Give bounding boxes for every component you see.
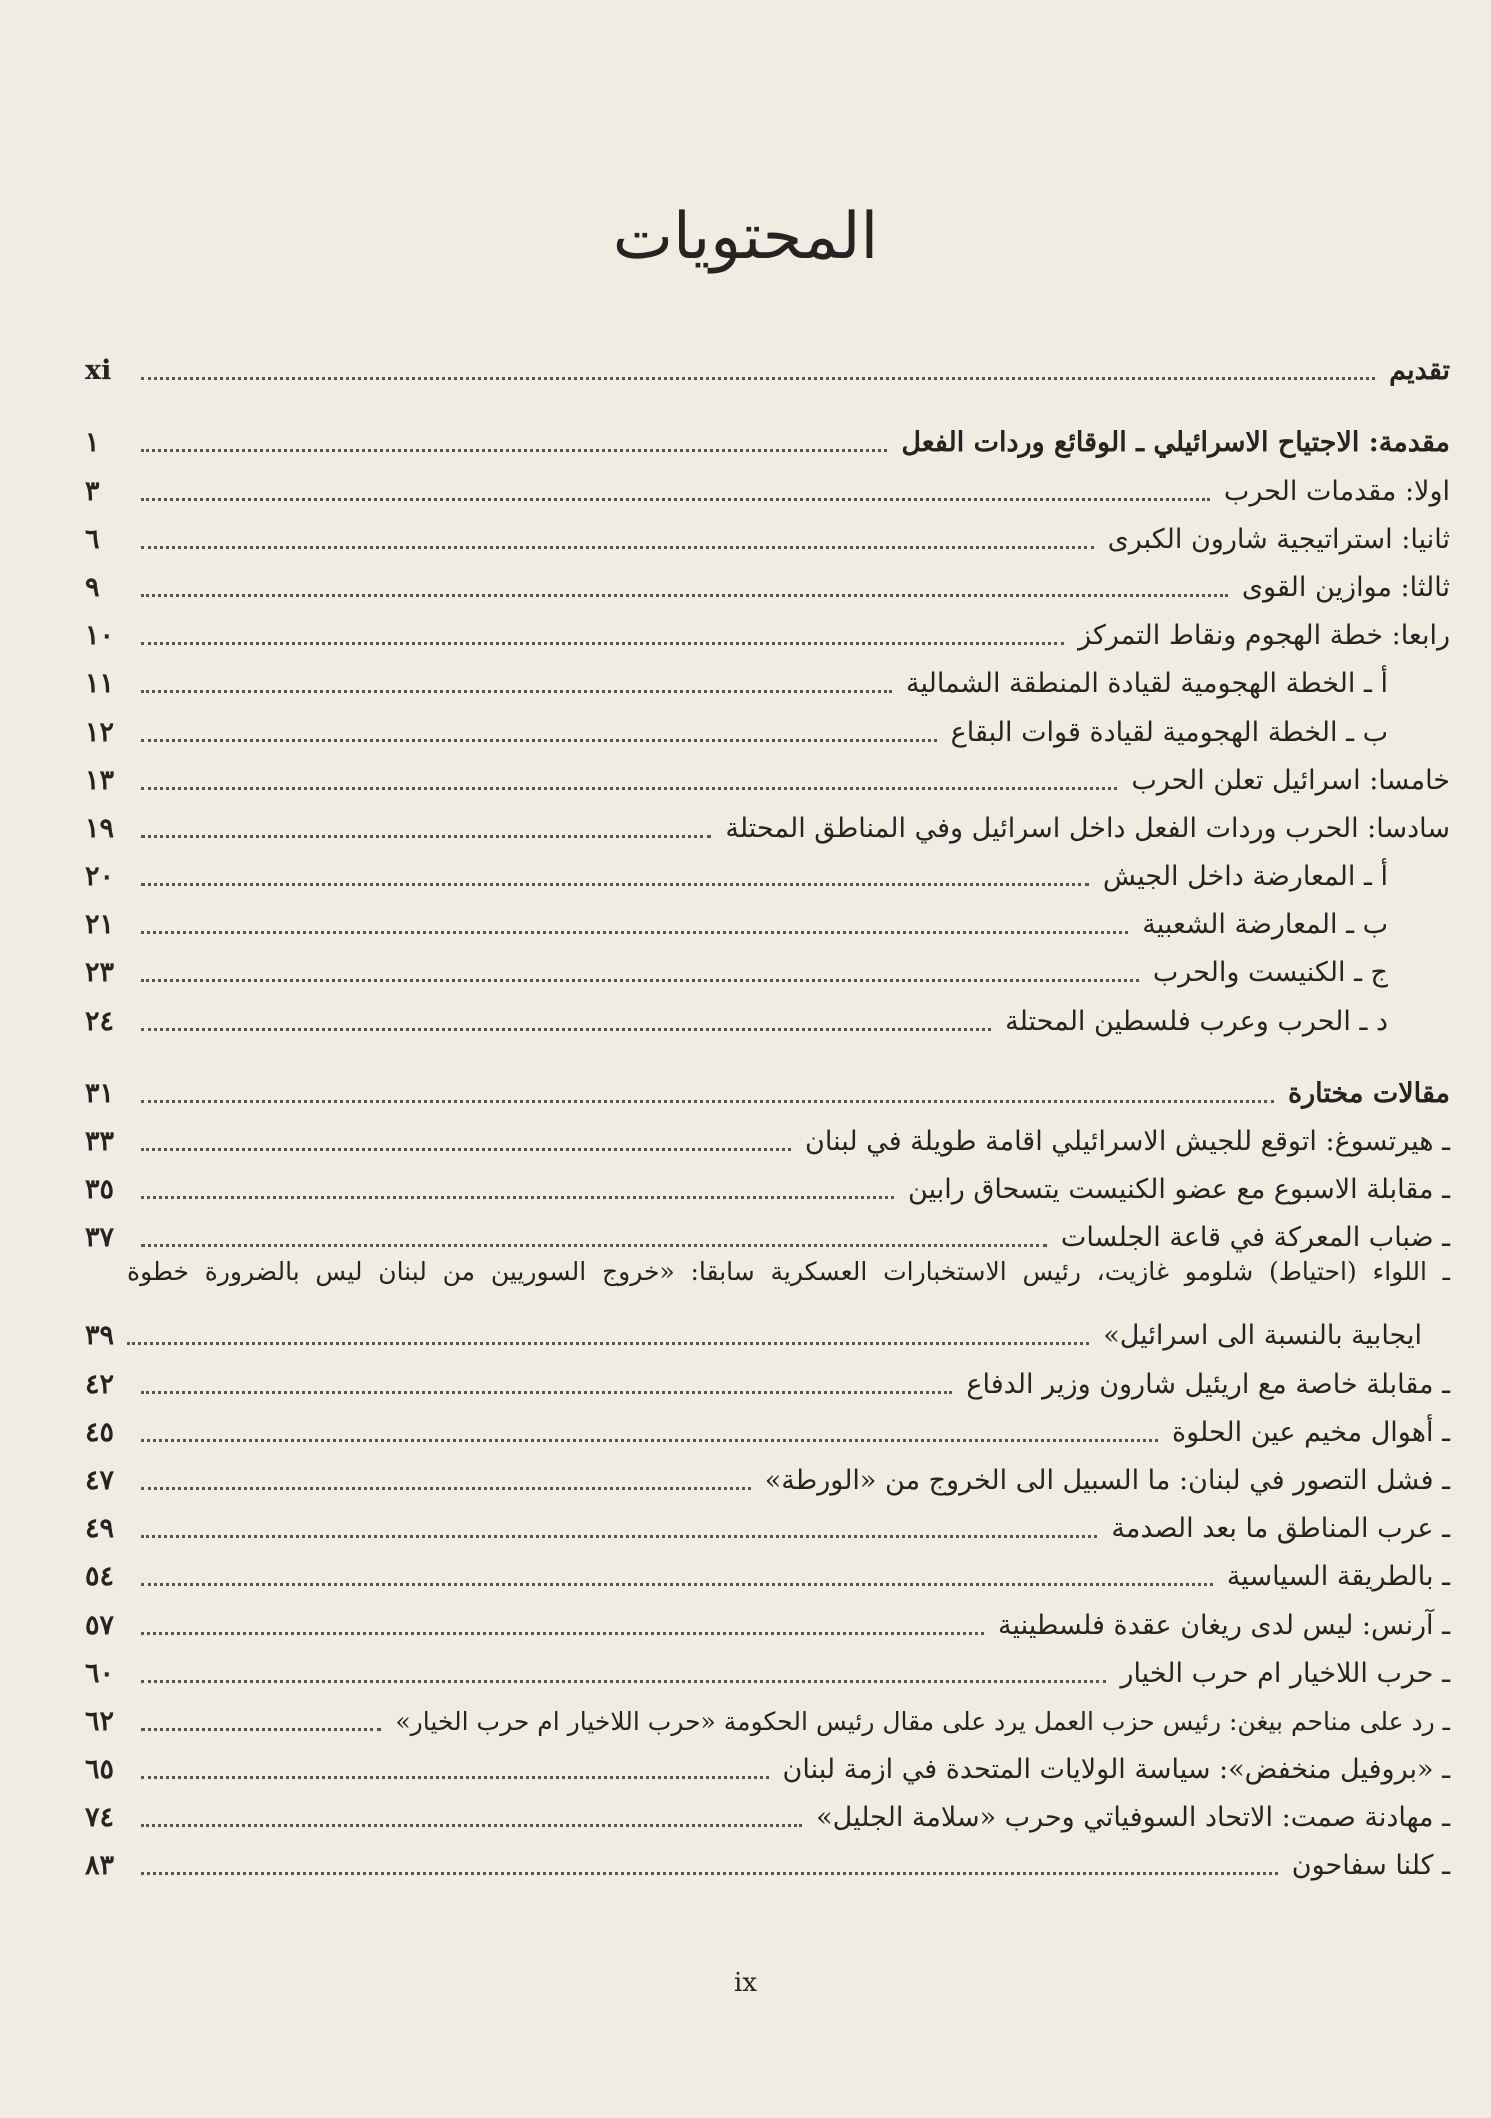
entry-title: ـ مهادنة صمت: الاتحاد السوفياتي وحرب «سلامة الجليل» [816,1802,1450,1834]
entry-title: ـ آرنس: ليس لدى ريغان عقدة فلسطينية [997,1609,1450,1641]
entry-title: ـ مقابلة خاصة مع اريئيل شارون وزير الدفاع [966,1368,1450,1400]
entry-title: ـ رد على مناحم بيغن: رئيس حزب العمل يرد على مقال رئيس الحكومة «حرب اللاخيار ام حرب الخيار» [395,1706,1450,1736]
toc-entry [85,1787,1450,1835]
entry-title: ـ عرب المناطق ما بعد الصدمة [1111,1513,1450,1545]
toc-entry [85,1063,1450,1111]
toc-entry [85,1402,1450,1450]
toc-entry [85,942,1450,990]
toc-entry [85,750,1450,798]
entry-title-continued [127,1319,1450,1353]
dot-leader [141,1148,791,1151]
dot-leader [141,546,1094,549]
toc-entry [85,557,1450,605]
dot-leader [141,1100,1274,1103]
toc-entry [85,340,1450,388]
entry-page: ٢٤ [85,1005,115,1037]
dot-leader [141,1244,1047,1247]
dot-leader [141,1680,1106,1683]
entry-title: ـ «بروفيل منخفض»: سياسة الولايات المتحدة في ازمة لبنان [782,1754,1450,1786]
dot-leader [141,883,1089,886]
toc-entry [85,1546,1450,1594]
entry-page: ٥٧ [85,1609,115,1641]
table-of-contents [85,340,1450,1883]
toc-entry [85,1691,1450,1739]
entry-page: ٤٩ [85,1513,115,1545]
toc-entry [85,1207,1450,1255]
entry-title: ـ اللواء (احتياط) شلومو غازيت، رئيس الاستخبارات العسكرية سابقا: «خروج السوريين من لبنان ليس بالضرورة خطوة [127,1257,1450,1287]
entry-title: رابعا: خطة الهجوم ونقاط التمركز [1078,620,1450,652]
entry-page: ٣١ [85,1077,115,1109]
entry-page: ٨٣ [85,1850,115,1882]
entry-page: ٤٥ [85,1416,115,1448]
dot-leader [141,787,1117,790]
entry-page: xi [85,355,112,387]
entry-title: ـ حرب اللاخيار ام حرب الخيار [1120,1657,1450,1689]
entry-title: سادسا: الحرب وردات الفعل داخل اسرائيل وفي المناطق المحتلة [725,812,1450,844]
toc-entry [85,1835,1450,1883]
entry-title: مقدمة: الاجتياح الاسرائيلي ـ الوقائع وردات الفعل [901,427,1450,459]
dot-leader [141,498,1210,501]
entry-page: ٣٥ [85,1174,115,1206]
entry-title: ـ ضباب المعركة في قاعة الجلسات [1060,1222,1450,1254]
entry-title-line2: ايجابية بالنسبة الى اسرائيل» [1103,1320,1422,1352]
toc-entry [85,701,1450,749]
entry-title: ثانيا: استراتيجية شارون الكبرى [1107,523,1450,555]
entry-page: ٢١ [85,909,115,941]
entry-page: ٦٢ [85,1705,115,1737]
entry-title: ـ فشل التصور في لبنان: ما السبيل الى الخروج من «الورطة» [764,1464,1450,1496]
dot-leader [141,931,1128,934]
dot-leader [141,1776,769,1779]
entry-page: ٢٣ [85,957,115,989]
entry-title: مقالات مختارة [1287,1077,1450,1109]
entry-title: أ ـ المعارضة داخل الجيش [1102,861,1388,893]
entry-page: ١١ [85,668,115,700]
toc-entry [85,653,1450,701]
dot-leader [141,979,1139,982]
entry-page: ٦٥ [85,1754,115,1786]
entry-title: اولا: مقدمات الحرب [1223,475,1450,507]
dot-leader [141,739,937,742]
dot-leader [141,1439,1158,1442]
toc-entry [85,1643,1450,1691]
entry-title: ب ـ الخطة الهجومية لقيادة قوات البقاع [950,716,1388,748]
entry-page: ٦٠ [85,1657,115,1689]
toc-entry [85,1353,1450,1401]
entry-page: ١٩ [85,812,115,844]
entry-title: ج ـ الكنيست والحرب [1152,957,1388,989]
entry-page: ٣٧ [85,1222,115,1254]
toc-entry [85,412,1450,460]
entry-title: تقديم [1389,355,1450,387]
entry-page: ٣ [85,475,100,507]
dot-leader [141,449,887,452]
entry-page: ٥٤ [85,1561,115,1593]
entry-page: ١٣ [85,764,115,796]
entry-title: د ـ الحرب وعرب فلسطين المحتلة [1005,1005,1388,1037]
entry-title: ثالثا: موازين القوى [1241,571,1450,603]
dot-leader [127,1342,1089,1345]
dot-leader [141,1391,952,1394]
entry-page: ٩ [85,571,100,603]
entry-title: ـ أهوال مخيم عين الحلوة [1171,1416,1450,1448]
dot-leader [141,1728,381,1731]
entry-title: ـ بالطريقة السياسية [1226,1561,1450,1593]
toc-entry [85,1255,1450,1353]
entry-page: ٦ [85,523,100,555]
dot-leader [141,835,711,838]
dot-leader [141,594,1228,597]
entry-title: ـ هيرتسوغ: اتوقع للجيش الاسرائيلي اقامة طويلة في لبنان [805,1126,1450,1157]
entry-title: ـ كلنا سفاحون [1291,1850,1450,1882]
page-number: ix [734,1968,757,1998]
dot-leader [141,1872,1278,1875]
entry-title: ب ـ المعارضة الشعبية [1142,909,1388,941]
entry-page: ٤٧ [85,1464,115,1496]
entry-page: ٤٢ [85,1368,115,1400]
dot-leader [141,690,892,693]
entry-page: ٧٤ [85,1802,115,1834]
toc-entry [85,460,1450,508]
page-title: المحتويات [612,200,879,274]
toc-entry [85,894,1450,942]
toc-entry [85,846,1450,894]
dot-leader [141,1028,991,1031]
entry-page: ١٠ [85,620,115,652]
dot-leader [141,1583,1213,1586]
entry-page: ٢٠ [85,861,115,893]
toc-entry [85,1498,1450,1546]
dot-leader [141,1824,802,1827]
entry-page: ١٢ [85,716,115,748]
entry-title: خامسا: اسرائيل تعلن الحرب [1131,764,1450,796]
dot-leader [141,1196,894,1199]
entry-title: أ ـ الخطة الهجومية لقيادة المنطقة الشمالية [905,668,1388,700]
entry-page: ١ [85,427,100,459]
toc-entry [85,1739,1450,1787]
dot-leader [141,1632,984,1635]
toc-entry [85,990,1450,1038]
dot-leader [141,377,1375,380]
toc-entry [85,1594,1450,1642]
entry-title-wrapped [127,1255,1450,1353]
toc-entry [85,1111,1450,1159]
dot-leader [141,1487,751,1490]
toc-entry [85,1159,1450,1207]
toc-entry [85,605,1450,653]
toc-entry [85,509,1450,557]
toc-entry [85,798,1450,846]
dot-leader [141,642,1064,645]
toc-entry [85,1450,1450,1498]
entry-page: ٣٣ [85,1126,115,1157]
entry-page: ٣٩ [85,1320,115,1352]
entry-title: ـ مقابلة الاسبوع مع عضو الكنيست يتسحاق رابين [908,1174,1450,1206]
dot-leader [141,1535,1097,1538]
